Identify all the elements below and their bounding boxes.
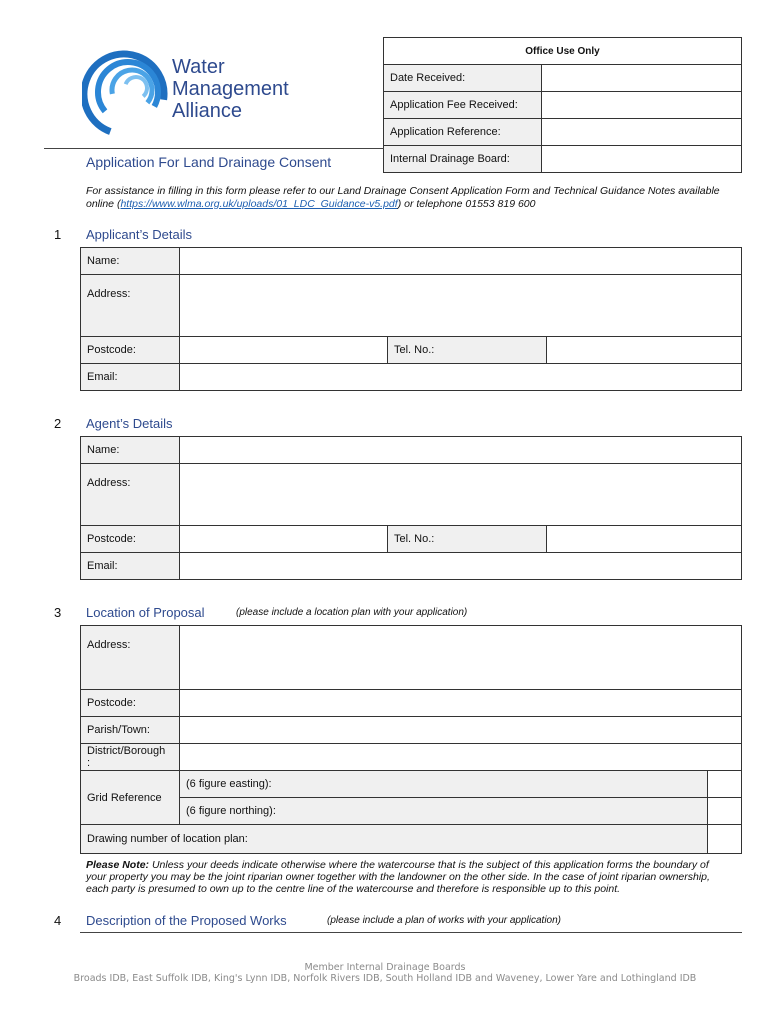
location-address-field[interactable] [180,626,742,690]
section-2-number: 2 [54,416,62,431]
logo-line-1: Water [172,56,225,78]
section-4-number: 4 [54,913,62,928]
form-title: Application For Land Drainage Consent [86,154,332,170]
agent-tel-field[interactable] [547,526,742,553]
grid-reference-label: Grid Reference [81,771,180,825]
district-borough-label: District/Borough : [81,744,180,771]
section-2-title: Agent’s Details [86,416,173,431]
applicant-details-table [80,247,742,391]
location-postcode-field[interactable] [180,690,742,717]
section-3-number: 3 [54,605,62,620]
agent-postcode-field[interactable] [180,526,388,553]
section-1-number: 1 [54,227,62,242]
applicant-address-label: Address: [81,275,180,337]
please-note-bold: Please Note: [86,859,150,871]
office-use-heading: Office Use Only [384,38,742,65]
applicant-tel-label: Tel. No.: [388,337,547,364]
easting-field[interactable] [708,771,742,798]
application-reference-label: Application Reference: [384,119,542,146]
logo-line-3: Alliance [172,100,243,122]
please-note [86,859,726,895]
agent-address-label: Address: [81,464,180,526]
section-3-title: Location of Proposal [86,605,205,620]
date-received-label: Date Received: [384,65,542,92]
agent-name-label: Name: [81,437,180,464]
intro-text [86,185,726,211]
parish-town-field[interactable] [180,717,742,744]
date-received-field[interactable] [542,65,742,92]
northing-field[interactable] [708,798,742,825]
applicant-email-label: Email: [81,364,180,391]
footer [50,962,720,984]
guidance-link[interactable]: https://www.wlma.org.uk/uploads/01_LDC_Guidance-v5.pdf [120,198,398,210]
location-table [80,625,742,854]
agent-postcode-label: Postcode: [81,526,180,553]
section-4-note: (please include a plan of works with your application) [327,915,562,926]
location-address-label: Address: [81,626,180,690]
applicant-email-field[interactable] [180,364,742,391]
location-postcode-label: Postcode: [81,690,180,717]
footer-line-2: Broads IDB, East Suffolk IDB, King's Lynn IDB, Norfolk Rivers IDB, South Holland IDB and Waveney, Lower Yare and Lothingland IDB [73,973,697,984]
office-use-table [383,37,742,173]
parish-town-label: Parish/Town: [81,717,180,744]
applicant-name-label: Name: [81,248,180,275]
title-rule [44,148,384,149]
fee-received-label: Application Fee Received: [384,92,542,119]
agent-address-field[interactable] [180,464,742,526]
application-reference-field[interactable] [542,119,742,146]
northing-label: (6 figure northing): [180,798,708,825]
please-note-text: Unless your deeds indicate otherwise where the watercourse that is the subject of this application forms the boundary of your property you may be the joint riparian owner together with the landowner on the other side. In the case of joint riparian ownership, each party is presumed to own up to the centre line of the watercourse and therefore is responsible up to this point. [86,859,710,895]
applicant-address-field[interactable] [180,275,742,337]
internal-drainage-board-label: Internal Drainage Board: [384,146,542,173]
drawing-number-label: Drawing number of location plan: [81,825,708,854]
logo-line-2: Management [172,78,289,100]
section-4-rule [80,932,742,933]
section-4-title: Description of the Proposed Works [86,913,287,928]
water-swirl-icon [82,48,172,138]
applicant-tel-field[interactable] [547,337,742,364]
fee-received-field[interactable] [542,92,742,119]
agent-tel-label: Tel. No.: [388,526,547,553]
intro-text-2: ) or telephone 01553 819 600 [397,198,536,210]
agent-details-table [80,436,742,580]
internal-drainage-board-field[interactable] [542,146,742,173]
agent-email-label: Email: [81,553,180,580]
drawing-number-field[interactable] [708,825,742,854]
easting-label: (6 figure easting): [180,771,708,798]
agent-name-field[interactable] [180,437,742,464]
footer-line-1: Member Internal Drainage Boards [304,962,466,973]
applicant-postcode-label: Postcode: [81,337,180,364]
applicant-name-field[interactable] [180,248,742,275]
applicant-postcode-field[interactable] [180,337,388,364]
section-3-note: (please include a location plan with your application) [236,607,468,618]
intro-text-1: For assistance in filling in this form please refer to our Land Drainage Consent Application Form and Technical Guidance Notes available online ( [86,185,720,210]
logo [82,48,332,138]
section-1-title: Applicant’s Details [86,227,192,242]
agent-email-field[interactable] [180,553,742,580]
district-borough-field[interactable] [180,744,742,771]
